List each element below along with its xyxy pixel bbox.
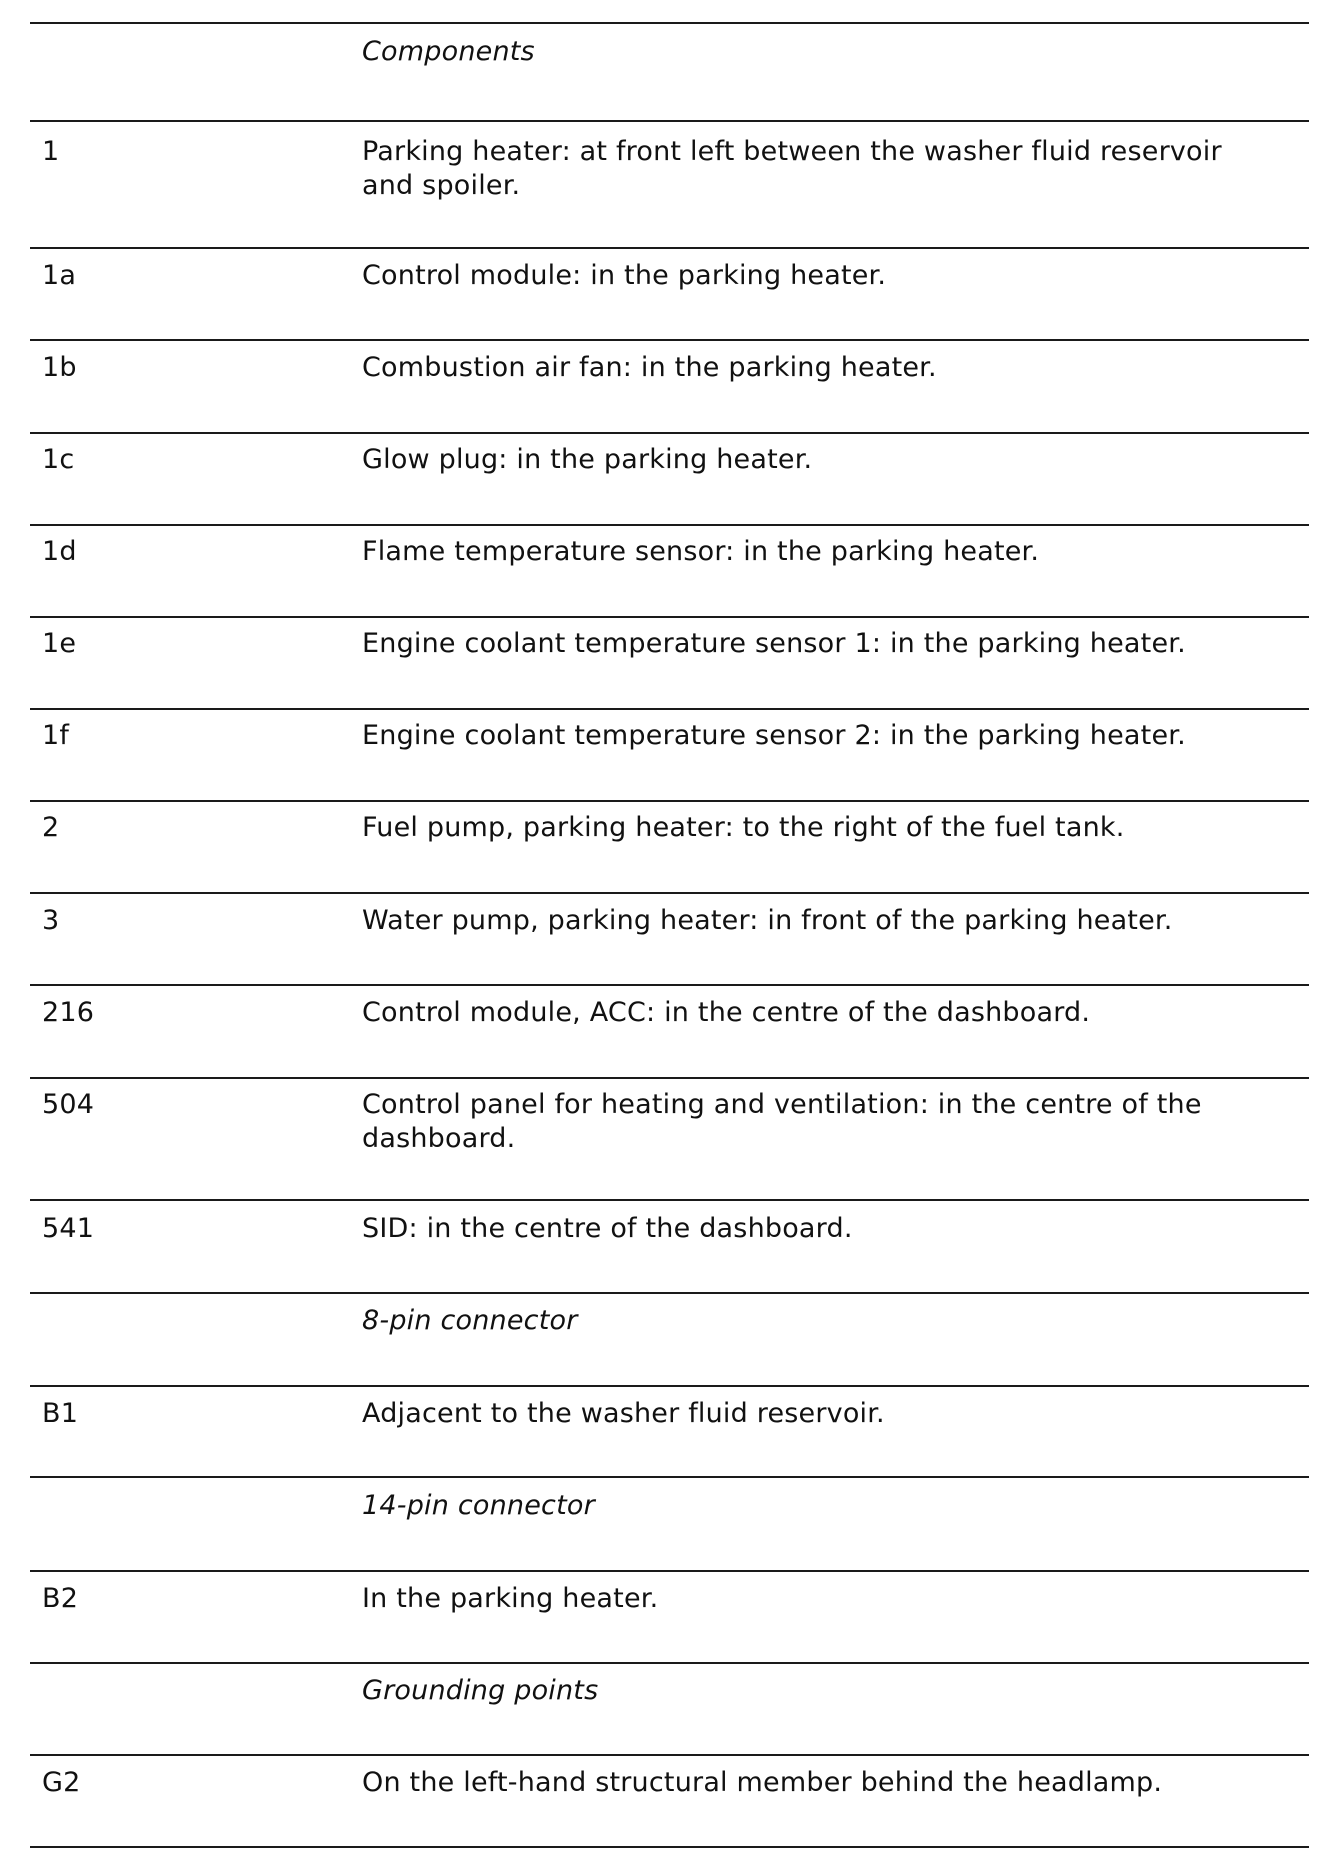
grounding-description: On the left-hand structural member behind the headlamp. <box>362 1767 1163 1798</box>
component-description: Control panel for heating and ventilation: in the centre of the dashboard. <box>362 1089 1202 1154</box>
component-description: Glow plug: in the parking heater. <box>362 444 813 475</box>
component-description: Parking heater: at front left between the washer fluid reservoir and spoiler. <box>362 136 1222 201</box>
section-heading-grounding-points: Grounding points <box>362 1675 599 1706</box>
component-code: 1c <box>42 444 75 475</box>
connector-description: In the parking heater. <box>362 1583 659 1614</box>
section-heading-components: Components <box>362 36 535 67</box>
row-divider <box>30 616 1309 618</box>
row-divider <box>30 1846 1309 1848</box>
component-code: 1f <box>42 720 70 751</box>
row-divider <box>30 1385 1309 1387</box>
component-code: 1 <box>42 136 60 167</box>
component-code: 2 <box>42 812 60 843</box>
row-divider <box>30 120 1309 122</box>
connector-description: Adjacent to the washer fluid reservoir. <box>362 1398 885 1429</box>
connector-code: B2 <box>42 1583 79 1614</box>
component-description: Fuel pump, parking heater: to the right of the fuel tank. <box>362 812 1125 843</box>
row-divider <box>30 1570 1309 1572</box>
row-divider <box>30 432 1309 434</box>
section-heading-14-pin-connector: 14-pin connector <box>362 1490 595 1521</box>
component-code: 1e <box>42 628 77 659</box>
component-code: 504 <box>42 1089 95 1120</box>
row-divider <box>30 339 1309 341</box>
component-description: Flame temperature sensor: in the parking heater. <box>362 536 1040 567</box>
grounding-code: G2 <box>42 1767 81 1798</box>
component-code: 541 <box>42 1213 95 1244</box>
row-divider <box>30 1199 1309 1201</box>
row-divider <box>30 524 1309 526</box>
section-heading-8-pin-connector: 8-pin connector <box>362 1305 578 1336</box>
component-code: 216 <box>42 997 95 1028</box>
row-divider <box>30 800 1309 802</box>
row-divider <box>30 247 1309 249</box>
row-divider <box>30 892 1309 894</box>
row-divider <box>30 22 1309 24</box>
component-code: 1a <box>42 260 77 291</box>
component-code: 3 <box>42 905 60 936</box>
row-divider <box>30 1754 1309 1756</box>
component-description: Control module: in the parking heater. <box>362 260 887 291</box>
component-description: Engine coolant temperature sensor 2: in the parking heater. <box>362 720 1186 751</box>
component-description: SID: in the centre of the dashboard. <box>362 1213 853 1244</box>
row-divider <box>30 1077 1309 1079</box>
connector-code: B1 <box>42 1398 79 1429</box>
component-description: Control module, ACC: in the centre of the dashboard. <box>362 997 1091 1028</box>
row-divider <box>30 1476 1309 1478</box>
row-divider <box>30 1662 1309 1664</box>
component-description: Combustion air fan: in the parking heater. <box>362 352 937 383</box>
row-divider <box>30 984 1309 986</box>
row-divider <box>30 1292 1309 1294</box>
component-code: 1b <box>42 352 77 383</box>
component-description: Engine coolant temperature sensor 1: in the parking heater. <box>362 628 1186 659</box>
component-description: Water pump, parking heater: in front of the parking heater. <box>362 905 1173 936</box>
component-code: 1d <box>42 536 77 567</box>
row-divider <box>30 708 1309 710</box>
